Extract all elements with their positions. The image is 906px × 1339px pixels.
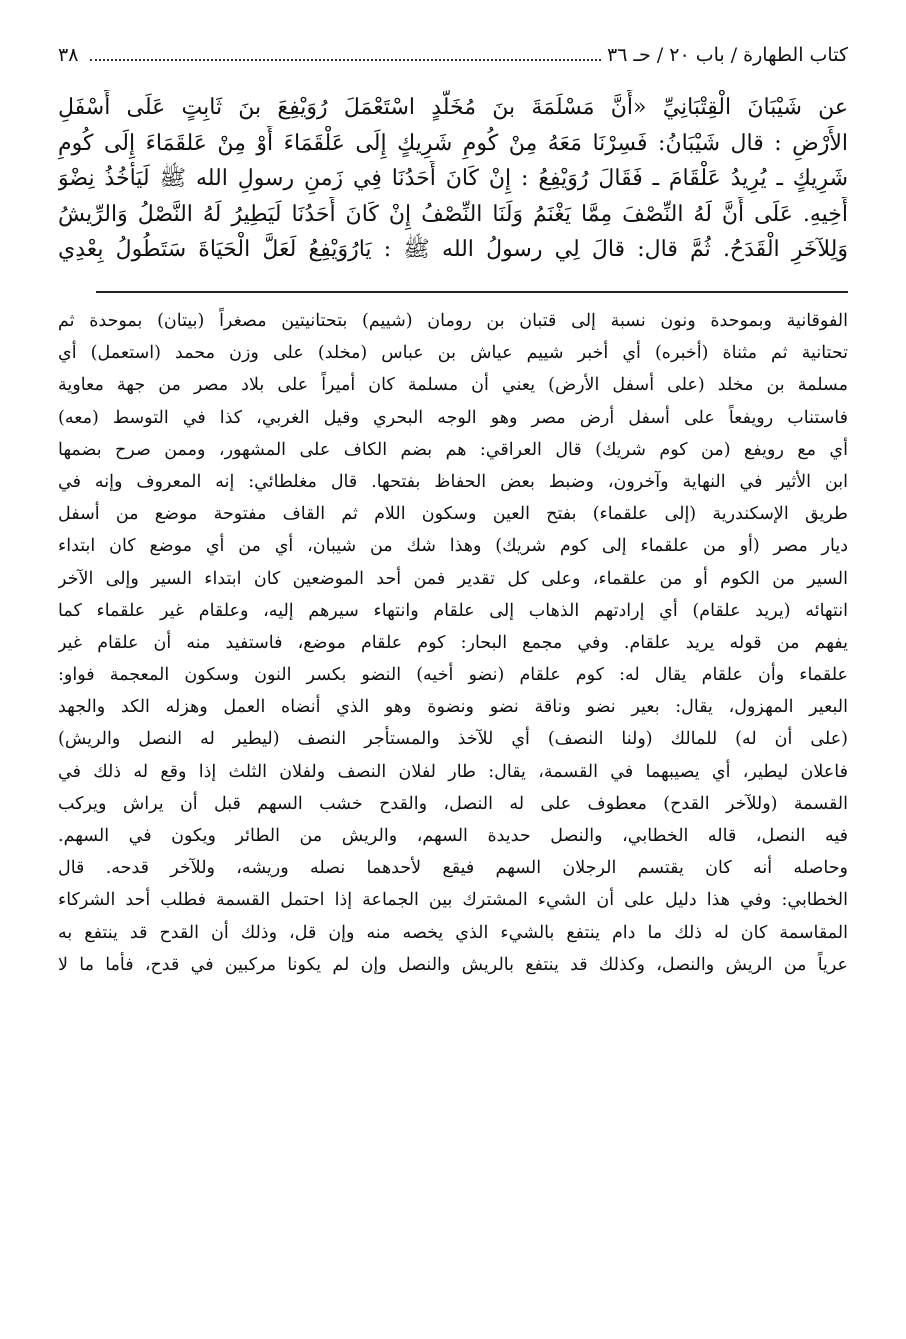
note-line: فيه النصل، قاله الخطابي، والنصل حديدة السهم، والريش من الطائر ويكون في السهم. [58,826,848,846]
footnote-separator [96,291,848,293]
page-header [58,40,848,70]
text-line: عن شَيْبَانَ الْقِتْبَانِيِّ «أَنَّ مَسْلَمَةَ بنَ مُخَلَّدٍ اسْتَعْمَلَ رُوَيْفِعَ بنَ ثَابِتٍ عَلَى أَسْفَلِ [58,95,848,120]
note-line: فاستناب رويفعاً على أسفل أرض مصر وهو الوجه البحري وقيل الغربي، كذا في التوسط (معه) [58,407,848,428]
note-line: القسمة (وللآخر القدح) معطوف على له النصل، والقدح خشب السهم قبل أن يراش ويركب [58,793,848,814]
note-line: البعير المهزول، يقال: بعير نضو وناقة نضو ونضوة وهو الذي أنضاه العمل وهزله الكد والجهد [58,697,848,718]
page-number: ٣٨ [58,44,79,66]
note-line: (على أن له) للمالك (ولنا النصف) أي للآخذ والمستأجر النصف (ليطير له النصل والريش) [58,729,848,750]
note-line: فاعلان ليطير، أي يصيبهما في القسمة، يقال: طار لفلان النصف ولفلان الثلث إذا وقع له ذلك في [58,761,848,782]
note-line: انتهائه (يريد علقام) أي إرادتهم الذهاب إلى علقام وانتهاء سيرهم إليه، وعلقام غير علقماء كما [58,600,848,621]
note-line: وحاصله أنه كان يقتسم الرجلان السهم فيقع لأحدهما نصله وريشه، وللآخر قدحه. قال [58,858,848,879]
note-line: ابن الأثير في النهاية وآخرون، وضبط بعض الحفاظ بفتحها. قال مغلطائي: إنه المعروف وإنه في [58,471,848,492]
text-line: وَلِلآخَرِ الْقَدَحُ. ثُمَّ قال: قالَ لِي رسولُ الله ﷺ : يَارُوَيْفِعُ لَعَلَّ الْحَيَاةَ سَتَطُولُ بِعْدِي [58,237,848,262]
running-title: كتاب الطهارة / باب ٢٠ / حـ ٣٦ [607,44,848,66]
note-line: طريق الإسكندرية (إلى علقماء) بفتح العين وسكون اللام ثم القاف مفتوحة موضع من أسفل [58,504,848,525]
note-line: أي مع رويفع (من كوم شريك) قال العراقي: هم بضم الكاف على المشهور، وممن صرح بضمها [58,439,848,460]
note-line: السير من الكوم أو من علقماء، وعلى كل تقدير فمن أحد الموضعين كان ابتداء السير وإلى الآخر [58,568,848,589]
note-line: مسلمة بن مخلد (على أسفل الأرض) يعني أن مسلمة كان أميراً على بلاد مصر من جهة معاوية [58,375,848,396]
note-line: الفوقانية وبموحدة ونون نسبة إلى قتبان بن رومان (شييم) بتحتانيتين مصغراً (بيتان) بموحدة ثم [58,311,848,331]
note-line: المقاسمة كان له ذلك ما دام ينتفع بالشيء الذي يخصه منه وإن قل، وذلك أن القدح قد ينتفع به [58,922,848,943]
note-line: علقماء وأن علقام يقال له: كوم علقام (نضو أخيه) النضو بكسر النون وسكون المعجمة فواو: [58,665,848,686]
note-line: تحتانية ثم مثناة (أخبره) أي أخبر شييم عياش بن عباس (مخلد) على وزن محمد (استعمل) أي [58,343,848,364]
commentary-footnotes [58,305,848,981]
note-line: الخطابي: وفي هذا دليل على أن الشيء المشترك بين الجماعة إذا احتمل القسمة فطلب أحد الشركاء [58,890,848,911]
note-line: عرياً من الريش والنصل، وكذلك قد ينتفع بالريش والنصل وإن لم يكونا مركبين في قدح، فأما ما لا [58,954,848,975]
hadith-text [58,90,848,268]
note-line: يفهم من قوله يريد علقام. وفي مجمع البحار: كوم علقام موضع، فاستفيد منه أن علقام غير [58,632,848,653]
text-line: أَخِيهِ. عَلَى أَنَّ لَهُ النِّصْفَ مِمَّا يَغْنَمُ وَلَنَا النِّصْفُ إِنْ كَانَ أَحَدُنَا لَيَطِيرُ لَهُ النَّصْلُ وَالرِّيشُ [58,201,848,227]
header-dot-leader [90,59,601,61]
text-line: الأَرْضِ : قال شَيْبَانُ: فَسِرْنَا مَعَهُ مِنْ كُومِ شَرِيكٍ إِلَى عَلْقَمَاءَ أَوْ مِنْ عَلقَمَاءَ إِلَى كُومِ [58,130,848,156]
text-line: شَرِيكٍ ـ يُرِيدُ عَلْقَامَ ـ فَقَالَ رُوَيْفِعُ : إِنْ كَانَ أَحَدُنَا فِي زَمنِ رسولِ الله ﷺ لَيَأْخُذُ نِضْوَ [58,166,848,191]
note-line: ديار مصر (أو من علقماء إلى كوم شريك) وهذا شك من شيبان، أي من أي موضع كان ابتداء [58,536,848,557]
